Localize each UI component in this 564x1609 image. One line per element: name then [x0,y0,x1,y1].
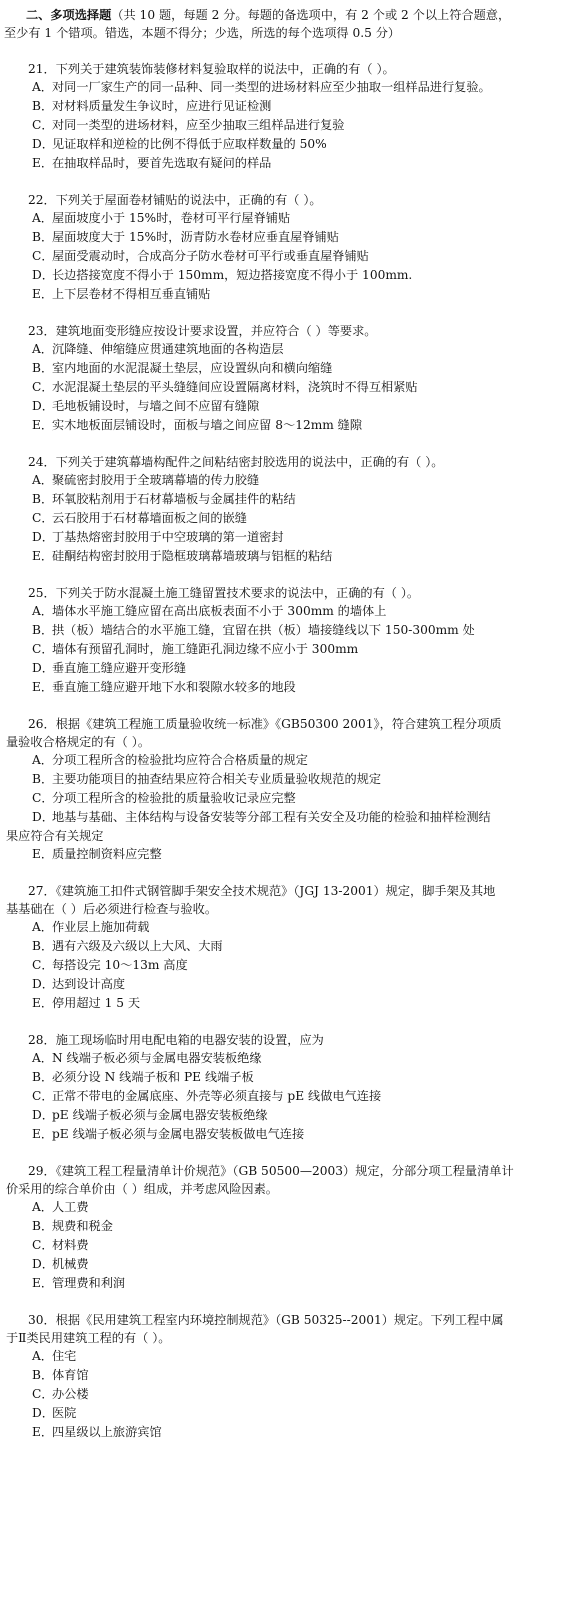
question-stem-continued: 于Ⅱ类民用建筑工程的有（ ）。 [6,1331,171,1345]
option-letter: B． [32,623,54,637]
answer-option [28,770,556,789]
option-text: 聚硫密封胶用于全玻璃幕墙的传力胶缝 [52,473,260,487]
question-stem: 28．施工现场临时用电配电箱的电器安装的设置，应为 [28,1033,324,1047]
answer-option [28,359,556,378]
option-letter: E． [32,680,54,694]
answer-option [28,621,556,640]
answer-option [28,97,556,116]
option-text: 毛地板铺设时，与墙之间不应留有缝隙 [52,399,260,413]
option-letter: C． [32,511,54,525]
answer-option [28,509,556,528]
option-text: 墙体水平施工缝应留在高出底板表面不小于 300mm 的墙体上 [52,604,387,618]
option-letter: B． [32,772,54,786]
question-stem-continued: 价采用的综合单价由（ ）组成，并考虑风险因素。 [6,1182,278,1196]
option-letter: A． [32,211,53,225]
option-letter: B． [32,492,54,506]
option-letter: C． [32,249,54,263]
option-letter: D． [32,977,54,991]
answer-option [28,678,556,697]
answer-option [28,471,556,490]
answer-option [28,1385,556,1404]
question-stem: 27．《建筑施工扣件式钢管脚手架安全技术规范》（JGJ 13-2001）规定，脚手架及其地 [28,884,496,898]
option-text: 对同一类型的进场材料，应至少抽取三组样品进行复验 [52,118,345,132]
answer-option [28,845,556,864]
option-letter: E． [32,847,54,861]
option-letter: C． [32,958,54,972]
option-letter: A． [32,753,53,767]
option-letter: D． [32,399,54,413]
answer-option [28,956,556,975]
option-letter: D． [32,661,54,675]
question-29 [6,1162,556,1293]
option-text: 对材料质量发生争议时，应进行见证检测 [52,99,272,113]
answer-option [28,1274,556,1293]
option-letter: B． [32,1219,54,1233]
option-text: 四星级以上旅游宾馆 [52,1425,162,1439]
option-text: 垂直施工缝应避开变形缝 [52,661,187,675]
option-text: 管理费和利润 [52,1276,126,1290]
option-text: 医院 [52,1406,77,1420]
question-stem: 24．下列关于建筑幕墙构配件之间粘结密封胶选用的说法中，正确的有（ ）。 [28,455,444,469]
option-letter: B． [32,230,54,244]
answer-option [28,1423,556,1442]
option-text: 在抽取样品时，要首先选取有疑问的样品 [52,156,272,170]
option-text: 墙体有预留孔洞时，施工缝距孔洞边缘不应小于 300mm [52,642,359,656]
option-letter: D． [32,268,54,282]
option-text: 机械费 [52,1257,89,1271]
answer-option [28,659,556,678]
question-list [6,60,556,1442]
option-letter: A． [32,604,53,618]
option-text: 云石胶用于石材幕墙面板之间的嵌缝 [52,511,247,525]
option-letter: C． [32,380,54,394]
option-text: 达到设计高度 [52,977,126,991]
answer-option [28,247,556,266]
answer-option [28,602,556,621]
option-text: 沉降缝、伸缩缝应贯通建筑地面的各构造层 [52,342,284,356]
option-text: 作业层上施加荷载 [52,920,150,934]
option-letter: A． [32,342,53,356]
question-stem-continued: 基基础在（ ）后必须进行检查与验收。 [6,902,218,916]
answer-option [28,397,556,416]
question-24 [28,453,556,566]
option-text: 地基与基础、主体结构与设备安装等分部工程有关安全及功能的检验和抽样检测结 [52,810,491,824]
option-text: 分项工程所含的检验批的质量验收记录应完整 [52,791,296,805]
option-text: 长边搭接宽度不得小于 150mm，短边搭接宽度不得小于 100mm. [52,268,413,282]
option-letter: E． [32,156,54,170]
option-letter: A． [32,1349,53,1363]
answer-option [28,1049,556,1068]
option-text: 丁基热熔密封胶用于中空玻璃的第一道密封 [52,530,284,544]
option-text: N 线端子板必须与金属电器安装板绝缘 [52,1051,262,1065]
answer-option [28,1347,556,1366]
section-instructions-line1: （共 10 题，每题 2 分。每题的备选项中，有 2 个或 2 个以上符合题意， [111,8,511,22]
question-21 [28,60,556,173]
option-text: 质量控制资料应完整 [52,847,162,861]
answer-option [28,789,556,808]
option-letter: B． [32,99,54,113]
option-text: 对同一厂家生产的同一品种、同一类型的进场材料应至少抽取一组样品进行复验。 [52,80,491,94]
option-text: 正常不带电的金属底座、外壳等必须直接与 pE 线做电气连接 [52,1089,382,1103]
option-text: 硅酮结构密封胶用于隐框玻璃幕墙玻璃与铝框的粘结 [52,549,333,563]
question-stem: 26．根据《建筑工程施工质量验收统一标准》《GB50300 2001》，符合建筑工程分项质 [28,717,502,731]
option-text: 室内地面的水泥混凝土垫层，应设置纵向和横向缩缝 [52,361,333,375]
option-letter: C． [32,118,54,132]
answer-option [28,285,556,304]
option-text: pE 线端子板必须与金属电器安装板绝缘 [52,1108,268,1122]
section-title: 二、多项选择题 [26,8,112,22]
question-27 [6,882,556,1013]
answer-option [28,78,556,97]
answer-option [28,751,556,770]
answer-option [28,1404,556,1423]
answer-option [28,1068,556,1087]
option-letter: E． [32,996,54,1010]
option-letter: A． [32,80,53,94]
option-text: 屋面坡度小于 15%时，卷材可平行屋脊铺贴 [52,211,291,225]
question-23 [28,322,556,435]
option-text: 环氧胶粘剂用于石材幕墙板与金属挂件的粘结 [52,492,296,506]
section-instructions-line2: 至少有 1 个错项。错选，本题不得分；少选，所选的每个选项得 0.5 分） [4,26,401,40]
answer-option [28,1087,556,1106]
option-text-continued: 果应符合有关规定 [6,829,104,843]
question-stem: 21．下列关于建筑装饰装修材料复验取样的说法中，正确的有（ ）。 [28,62,395,76]
answer-option [28,937,556,956]
option-letter: C． [32,1387,54,1401]
answer-option [28,209,556,228]
answer-option [28,1125,556,1144]
option-letter: B． [32,361,54,375]
answer-option [28,994,556,1013]
answer-option [28,808,556,827]
answer-option [28,154,556,173]
question-stem-continued: 量验收合格规定的有（ ）。 [6,735,151,749]
option-letter: D． [32,810,54,824]
option-text: 拱（板）墙结合的水平施工缝，宜留在拱（板）墙接缝线以下 150-300mm 处 [52,623,475,637]
question-stem: 30．根据《民用建筑工程室内环境控制规范》（GB 50325--2001）规定。下列工程中属 [28,1313,504,1327]
option-text: 水泥混凝土垫层的平头缝缝间应设置隔离材料，浇筑时不得互相紧贴 [52,380,418,394]
option-text: 上下层卷材不得相互垂直铺贴 [52,287,211,301]
option-letter: C． [32,1089,54,1103]
option-letter: C． [32,791,54,805]
option-text: 规费和税金 [52,1219,113,1233]
option-text: 见证取样和逆检的比例不得低于应取样数量的 50% [52,137,327,151]
section-header [4,6,556,42]
option-letter: E． [32,549,54,563]
option-letter: E． [32,418,54,432]
answer-option [28,1217,556,1236]
answer-option [28,340,556,359]
answer-option [28,116,556,135]
option-text: 办公楼 [52,1387,89,1401]
option-letter: C． [32,642,54,656]
answer-option [28,975,556,994]
option-letter: B． [32,939,54,953]
option-text: 垂直施工缝应避开地下水和裂隙水较多的地段 [52,680,296,694]
answer-option [28,378,556,397]
option-letter: E． [32,1276,54,1290]
option-letter: E． [32,1127,54,1141]
option-letter: C． [32,1238,54,1252]
question-25 [28,584,556,697]
option-text: 遇有六级及六级以上大风、大雨 [52,939,223,953]
answer-option [28,1255,556,1274]
answer-option [28,1236,556,1255]
question-26 [6,715,556,864]
option-letter: D． [32,137,54,151]
answer-option [28,135,556,154]
option-text: 必须分设 N 线端子板和 PE 线端子板 [52,1070,254,1084]
answer-option [28,547,556,566]
option-text: 分项工程所含的检验批均应符合合格质量的规定 [52,753,308,767]
question-28 [28,1031,556,1144]
answer-option [28,640,556,659]
answer-option [28,228,556,247]
question-stem: 29．《建筑工程工程量清单计价规范》（GB 50500—2003）规定，分部分项工程量清单计 [28,1164,514,1178]
option-text: 主要功能项目的抽查结果应符合相关专业质量验收规范的规定 [52,772,382,786]
option-letter: D． [32,1257,54,1271]
option-letter: A． [32,1200,53,1214]
question-stem: 22．下列关于屋面卷材铺贴的说法中，正确的有（ ）。 [28,193,322,207]
option-letter: D． [32,1406,54,1420]
question-30 [6,1311,556,1442]
question-22 [28,191,556,304]
option-letter: A． [32,473,53,487]
option-text: 停用超过 1 5 天 [52,996,141,1010]
answer-option [28,1366,556,1385]
answer-option [28,266,556,285]
question-stem: 25．下列关于防水混凝土施工缝留置技术要求的说法中，正确的有（ ）。 [28,586,420,600]
answer-option [28,1198,556,1217]
option-letter: E． [32,287,54,301]
option-text: 每搭设完 10～13m 高度 [52,958,188,972]
answer-option [28,918,556,937]
option-text: 人工费 [52,1200,89,1214]
option-text: pE 线端子板必须与金属电器安装板做电气连接 [52,1127,305,1141]
option-text: 体育馆 [52,1368,89,1382]
option-text: 实木地板面层铺设时，面板与墙之间应留 8～12mm 缝隙 [52,418,363,432]
answer-option [28,528,556,547]
option-text: 住宅 [52,1349,77,1363]
answer-option [28,416,556,435]
option-text: 屋面受震动时，合成高分子防水卷材可平行或垂直屋脊铺贴 [52,249,369,263]
option-text: 材料费 [52,1238,89,1252]
answer-option [28,490,556,509]
question-stem: 23．建筑地面变形缝应按设计要求设置，并应符合（ ）等要求。 [28,324,377,338]
option-letter: A． [32,1051,53,1065]
option-letter: B． [32,1070,54,1084]
option-letter: D． [32,1108,54,1122]
option-letter: A． [32,920,53,934]
answer-option [28,1106,556,1125]
option-letter: E． [32,1425,54,1439]
option-letter: B． [32,1368,54,1382]
option-letter: D． [32,530,54,544]
option-text: 屋面坡度大于 15%时，沥青防水卷材应垂直屋脊铺贴 [52,230,339,244]
